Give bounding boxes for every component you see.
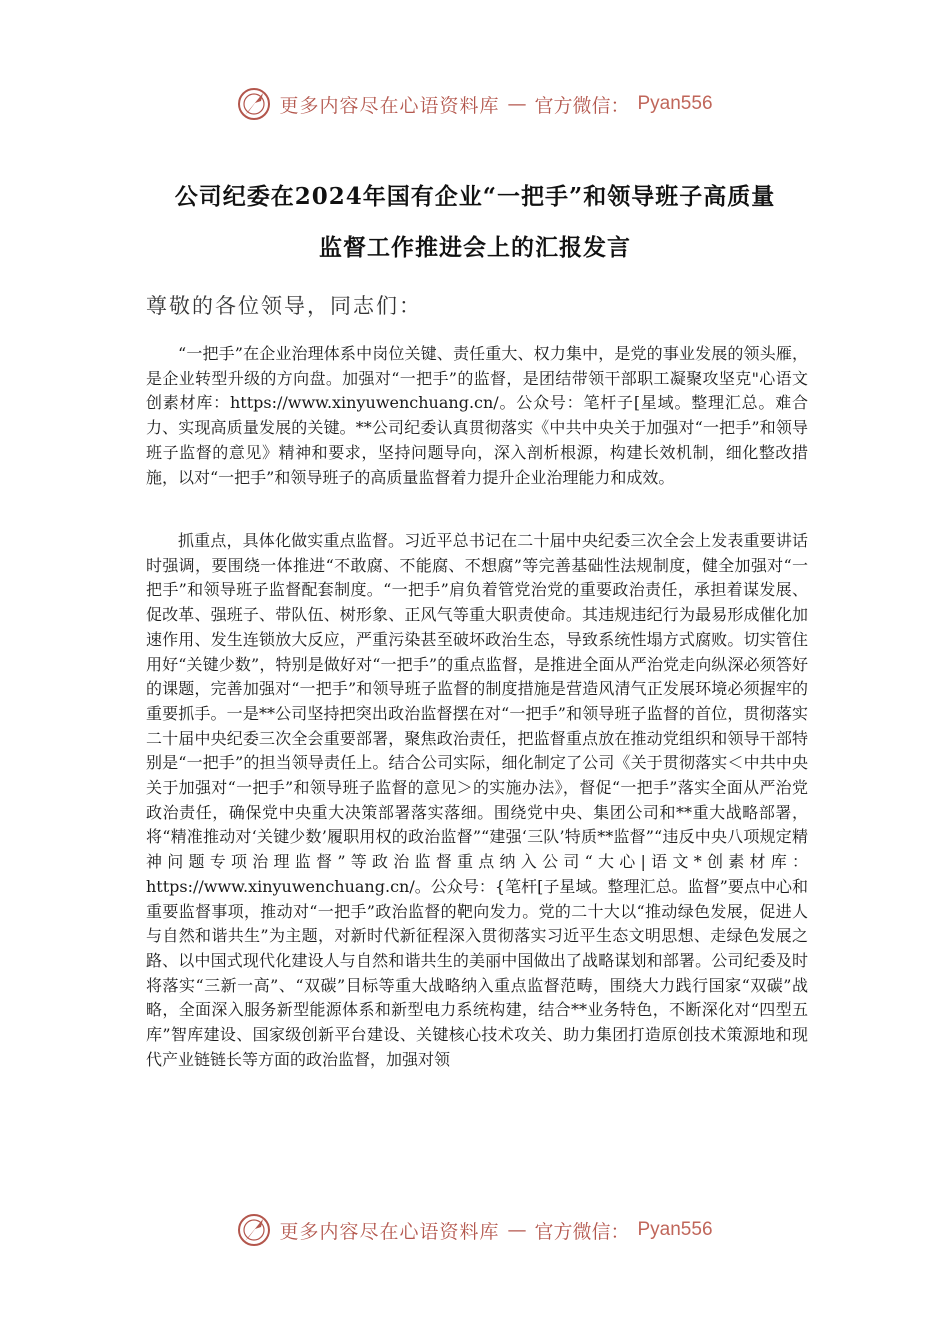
- footer-wechat-id: Pyan556: [637, 1219, 713, 1240]
- header-wechat-label: 官方微信：: [534, 94, 630, 117]
- header-banner-text: 更多内容尽在心语资料库: [279, 94, 500, 117]
- footer-separator: —: [507, 1219, 527, 1241]
- header-wechat-id: Pyan556: [637, 93, 713, 114]
- footer-wechat-label: 官方微信：: [534, 1220, 630, 1243]
- footer-banner-text: 更多内容尽在心语资料库: [279, 1220, 500, 1243]
- document-title-line1: 公司纪委在2024年国有企业“一把手”和领导班子高质量: [174, 183, 776, 210]
- quill-logo-icon: [237, 87, 271, 121]
- salutation: 尊敬的各位领导，同志们：: [146, 294, 422, 318]
- header-separator: —: [507, 93, 527, 115]
- header-banner: [0, 84, 950, 124]
- document-title-line2: 监督工作推进会上的汇报发言: [319, 234, 631, 261]
- footer-banner: [0, 1210, 950, 1250]
- paragraph-1: “一把手”在企业治理体系中岗位关键、责任重大、权力集中，是党的事业发展的领头雁，是企业转型升级的方向盘。加强对“一把手”的监督，是团结带领干部职工凝聚攻坚克"心语文创素材库：https://www.xinyuwenchuang.cn/。公众号：笔杆子[星域。整理汇总。难合力、实现高质量发展的关键。**公司纪委认真贯彻落实《中共中央关于加强对“一把手”和领导班子监督的意见》精神和要求，坚持问题导向，深入剖析根源，构建长效机制，细化整改措施，以对“一把手”和领导班子的高质量监督着力提升企业治理能力和成效。: [146, 344, 808, 487]
- paragraph-2: 抓重点，具体化做实重点监督。习近平总书记在二十届中央纪委三次全会上发表重要讲话时强调，要围绕一体推进“不敢腐、不能腐、不想腐”等完善基础性法规制度，健全加强对“一把手”和领导班子监督配套制度。“一把手”肩负着管党治党的重要政治责任，承担着谋发展、促改革、强班子、带队伍、树形象、正风气等重大职责使命。其违规违纪行为最易形成催化加速作用、发生连锁放大反应，严重污染甚至破坏政治生态，导致系统性塌方式腐败。切实管住用好“关键少数”，特别是做好对“一把手”的重点监督，是推进全面从严治党走向纵深必须答好的课题，完善加强对“一把手”和领导班子监督的制度措施是营造风清气正发展环境必须握牢的重要抓手。一是**公司坚持把突出政治监督摆在对“一把手”和领导班子监督的首位，贯彻落实二十届中央纪委三次全会重要部署，聚焦政治责任，把监督重点放在推动党组织和领导干部特别是“一把手”的担当领导责任上。结合公司实际，细化制定了公司《关于贯彻落实＜中共中央关于加强对“一把手”和领导班子监督的意见＞的实施办法》，督促“一把手”落实全面从严治党政治责任，确保党中央重大决策部署落实落细。围绕党中央、集团公司和**重大战略部署，将“精准推动对‘关键少数’履职用权的政治监督”“建强‘三队’特质**监督”“违反中央八项规定精神问题专项治理监督”等政治监督重点纳入公司“大心|语文*创素材库：https://www.xinyuwenchuang.cn/。公众号：{笔杆[子星域。整理汇总。监督”要点中心和重要监督事项，推动对“一把手”政治监督的靶向发力。党的二十大以“推动绿色发展，促进人与自然和谐共生”为主题，对新时代新征程深入贯彻落实习近平生态文明思想、走绿色发展之路、以中国式现代化建设人与自然和谐共生的美丽中国做出了战略谋划和部署。公司纪委及时将落实“三新一高”、“双碳”目标等重大战略纳入重点监督范畴，围绕大力践行国家“双碳”战略，全面深入服务新型能源体系和新型电力系统构建，结合**业务特色，不断深化对“四型五库”智库建设、国家级创新平台建设、关键核心技术攻关、助力集团打造原创技术策源地和现代产业链链长等方面的政治监督，加强对领: [146, 531, 808, 1069]
- quill-logo-icon: [237, 1213, 271, 1247]
